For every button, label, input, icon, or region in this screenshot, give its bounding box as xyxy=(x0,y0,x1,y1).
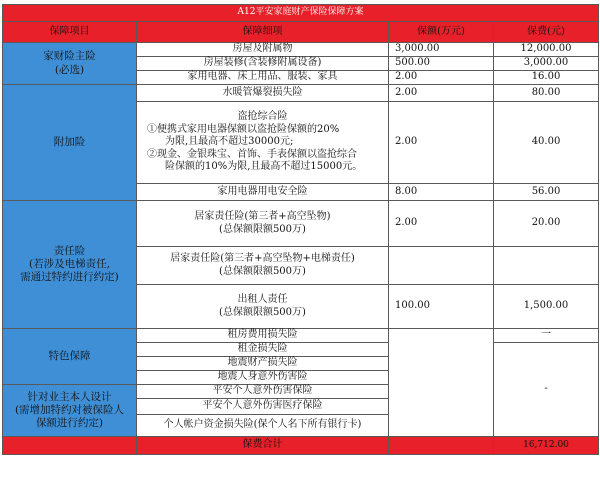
amount-cell: 2.00 xyxy=(389,102,494,184)
title-row xyxy=(3,5,599,22)
premium-cell: 56.00 xyxy=(494,184,599,201)
detail-cell: 租金损失险 xyxy=(137,343,389,357)
detail-cell-multiline xyxy=(137,102,389,184)
total-empty-cell xyxy=(3,437,137,455)
category-main xyxy=(3,43,137,85)
category-sublabel: 保额进行约定) xyxy=(35,417,104,430)
header-detail: 保障细项 xyxy=(137,22,389,43)
premium-cell: 一 xyxy=(494,329,599,343)
header-category: 保障项目 xyxy=(3,22,137,43)
total-value: 16,712.00 xyxy=(494,437,599,455)
amount-cell xyxy=(389,247,494,285)
category-liability xyxy=(3,201,137,329)
category-sublabel: 需通过特约进行约定) xyxy=(20,271,119,284)
detail-cell: 家用电器、床上用品、服装、家具 xyxy=(137,71,389,85)
amount-cell: 2.00 xyxy=(389,71,494,85)
detail-line: ①便携式家用电器保额以盗抢险保额的20% xyxy=(147,123,340,135)
category-label: 附加险 xyxy=(53,135,86,148)
detail-cell: 平安个人意外伤害医疗保险 xyxy=(137,399,389,415)
category-special xyxy=(3,329,137,385)
amount-cell: 2.00 xyxy=(389,201,494,247)
category-label: 责任险 xyxy=(53,244,86,257)
premium-cell: 3,000.00 xyxy=(494,57,599,71)
premium-cell xyxy=(494,247,599,285)
table-row xyxy=(3,201,599,247)
detail-cell: 地震人身意外伤害险 xyxy=(137,371,389,385)
premium-cell: 80.00 xyxy=(494,85,599,102)
amount-cell: 500.00 xyxy=(389,57,494,71)
detail-cell: 家用电器用电安全险 xyxy=(137,184,389,201)
detail-line: 险保额的10%为限,且最高不超过15000元。 xyxy=(165,161,363,173)
table-row xyxy=(3,85,599,102)
category-label: 特色保障 xyxy=(48,349,91,362)
total-empty-cell xyxy=(389,437,494,455)
detail-cell-multiline xyxy=(137,247,389,285)
detail-cell: 租房费用损失险 xyxy=(137,329,389,343)
insurance-plan-table xyxy=(2,4,599,455)
detail-line: 为限,且最高不超过30000元; xyxy=(165,136,294,148)
category-addon xyxy=(3,85,137,201)
detail-line: (总保额限额500万) xyxy=(219,223,306,235)
detail-cell: 水暖管爆裂损失险 xyxy=(137,85,389,102)
premium-cell: 12,000.00 xyxy=(494,43,599,57)
category-owner xyxy=(3,385,137,437)
detail-cell-multiline xyxy=(137,285,389,329)
premium-cell: 16.00 xyxy=(494,71,599,85)
category-sublabel: (若涉及电梯责任, xyxy=(29,257,110,270)
header-amount: 保额(万元) xyxy=(389,22,494,43)
detail-line: (总保额限额500万) xyxy=(219,265,306,277)
detail-cell: 房屋装修(含装修附属设备) xyxy=(137,57,389,71)
premium-cell: 1,500.00 xyxy=(494,285,599,329)
detail-line: (总保额限额500万) xyxy=(219,306,306,318)
table-row xyxy=(3,329,599,343)
detail-line: ②现金、金银珠宝、首饰、手表保额以盗抢综合 xyxy=(147,148,357,160)
detail-line: 居家责任险(第三者+高空坠物) xyxy=(194,211,331,222)
category-sublabel: (必选) xyxy=(54,63,85,76)
detail-cell: 平安个人意外伤害保险 xyxy=(137,385,389,399)
amount-cell: 2.00 xyxy=(389,85,494,102)
detail-heading: 盗抢综合险 xyxy=(237,111,288,123)
detail-cell: 房屋及附属物 xyxy=(137,43,389,57)
amount-cell: 3,000.00 xyxy=(389,43,494,57)
amount-cell-merged xyxy=(389,329,494,437)
category-sublabel: (需增加特约对被保险人 xyxy=(14,403,125,416)
premium-cell: 20.00 xyxy=(494,201,599,247)
total-label: 保费合计 xyxy=(137,437,389,455)
detail-cell: 个人帐户资金损失险(保个人名下所有银行卡) xyxy=(137,415,389,437)
table-row xyxy=(3,43,599,57)
header-row xyxy=(3,22,599,43)
detail-line: 出租人责任 xyxy=(237,294,288,305)
detail-cell: 地震财产损失险 xyxy=(137,357,389,371)
detail-cell-multiline xyxy=(137,201,389,247)
amount-cell: 100.00 xyxy=(389,285,494,329)
amount-cell: 8.00 xyxy=(389,184,494,201)
plan-title: A12平安家庭财产保险保障方案 xyxy=(3,5,599,22)
total-row xyxy=(3,437,599,455)
premium-cell: 40.00 xyxy=(494,102,599,184)
premium-cell-merged: - xyxy=(494,343,599,437)
category-label: 针对业主本人设计 xyxy=(27,390,112,403)
detail-line: 居家责任险(第三者+高空坠物+电梯责任) xyxy=(170,253,355,264)
category-label: 家财险主险 xyxy=(43,50,96,63)
header-premium: 保费(元) xyxy=(494,22,599,43)
